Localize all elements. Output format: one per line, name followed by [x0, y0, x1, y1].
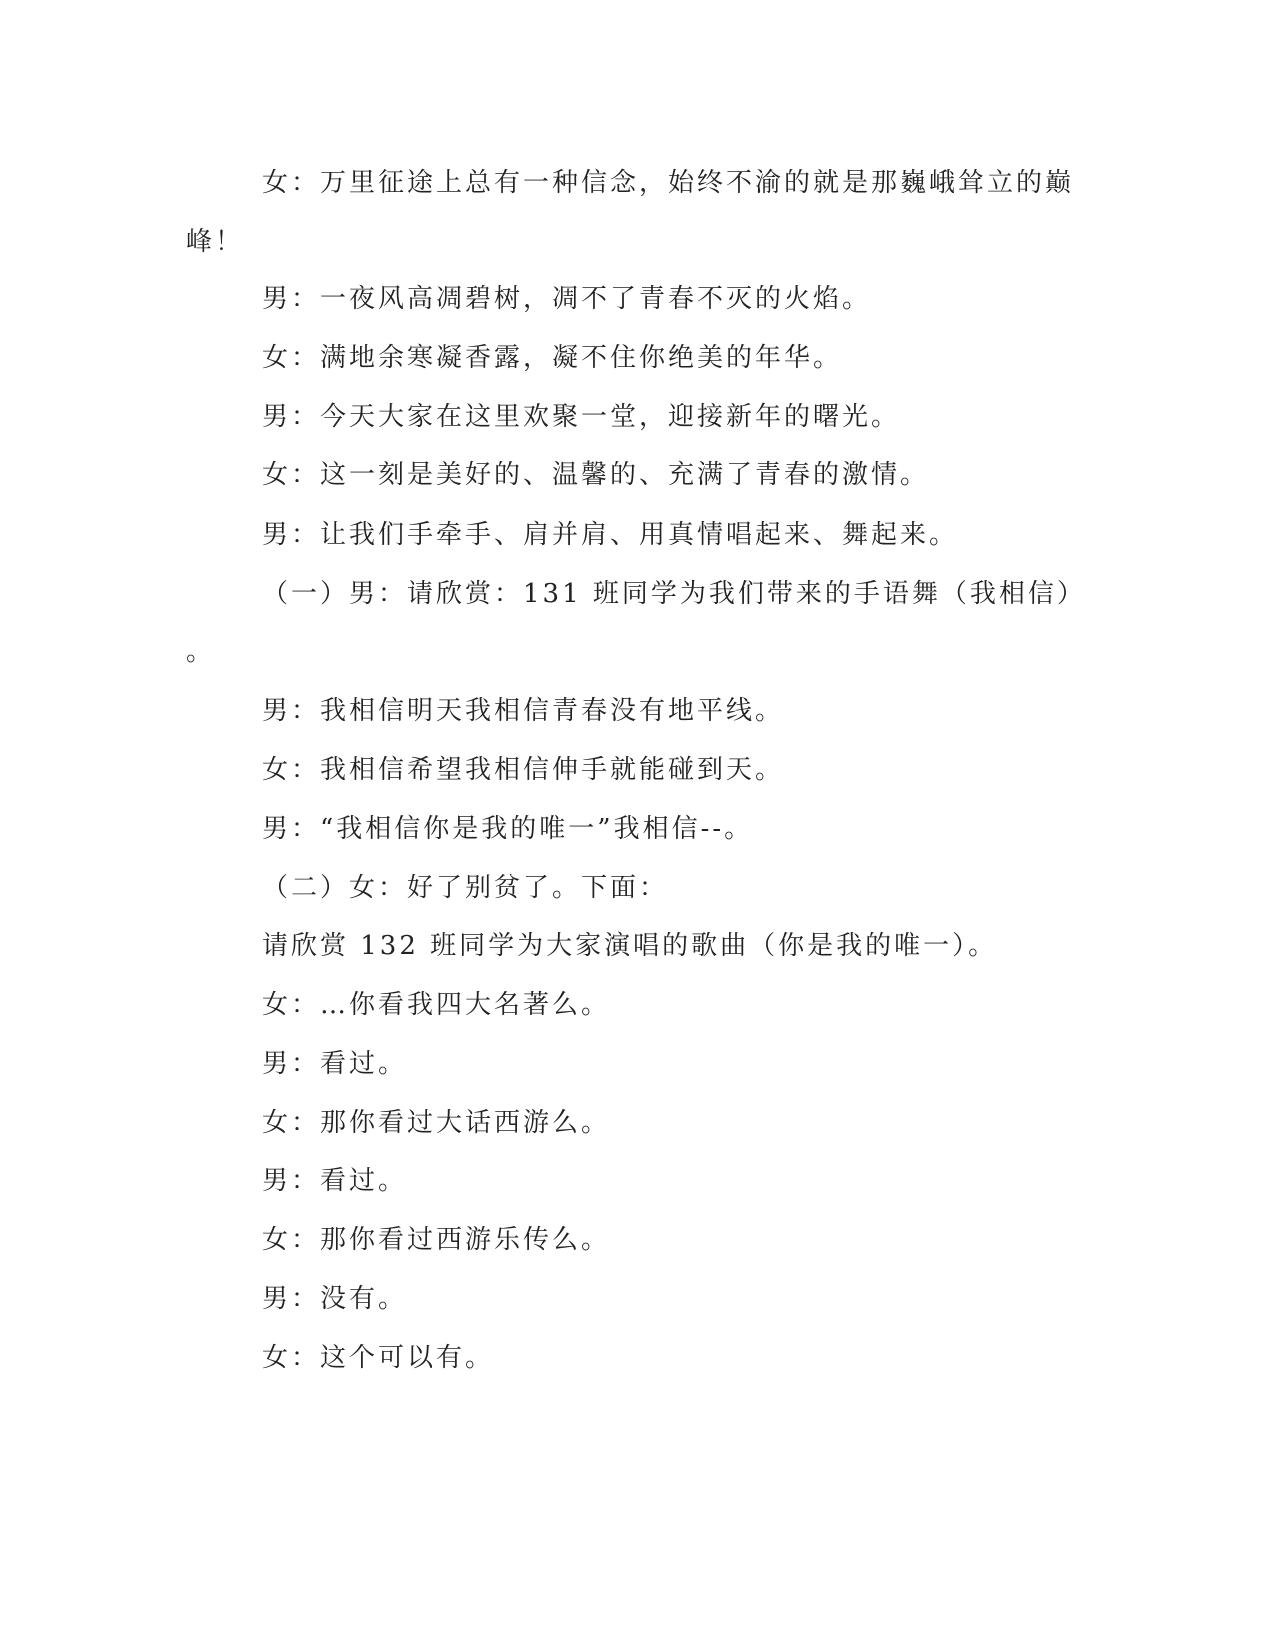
dialogue-line: 女：这个可以有。: [262, 1343, 495, 1373]
dialogue-line: 男：让我们手牵手、肩并肩、用真情唱起来、舞起来。: [262, 520, 959, 550]
dialogue-line: 男：“我相信你是我的唯一”我相信--。: [262, 814, 754, 844]
program-announcement: 请欣赏 132 班同学为大家演唱的歌曲（你是我的唯一）。: [262, 931, 998, 961]
program-announcement: （一）男：请欣赏：131 班同学为我们带来的手语舞（我相信）: [262, 579, 1086, 609]
dialogue-line: 女：满地余寒凝香露，凝不住你绝美的年华。: [262, 343, 843, 373]
dialogue-line: 女：…你看我四大名著么。: [262, 990, 611, 1020]
dialogue-line: 女：那你看过西游乐传么。: [262, 1225, 611, 1255]
dialogue-line: 女：万里征途上总有一种信念，始终不渝的就是那巍峨耸立的巅: [262, 168, 1075, 198]
dialogue-line: 男：我相信明天我相信青春没有地平线。: [262, 696, 785, 726]
dialogue-line: 男：没有。: [262, 1284, 408, 1314]
dialogue-line: 男：今天大家在这里欢聚一堂，迎接新年的曙光。: [262, 402, 901, 432]
dialogue-line: 女：我相信希望我相信伸手就能碰到天。: [262, 755, 785, 785]
dialogue-line: 男：一夜风高凋碧树，凋不了青春不灭的火焰。: [262, 284, 872, 314]
dialogue-line: 女：那你看过大话西游么。: [262, 1108, 611, 1138]
dialogue-line-continuation: 。: [186, 637, 216, 667]
dialogue-line-continuation: 峰！: [186, 227, 245, 257]
program-announcement: （二）女：好了别贫了。下面：: [262, 873, 669, 903]
dialogue-line: 男：看过。: [262, 1049, 408, 1079]
dialogue-line: 男：看过。: [262, 1166, 408, 1196]
dialogue-line: 女：这一刻是美好的、温馨的、充满了青春的激情。: [262, 460, 930, 490]
